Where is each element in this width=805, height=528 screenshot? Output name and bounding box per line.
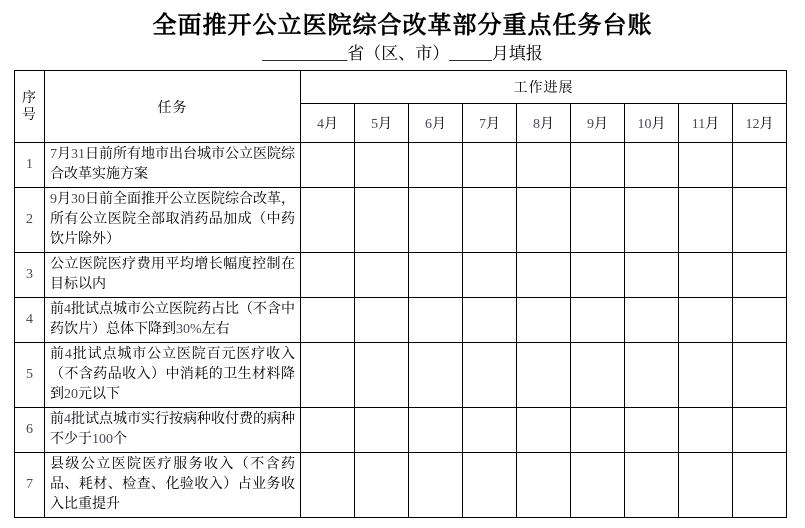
progress-cell — [409, 298, 463, 343]
progress-cell — [409, 453, 463, 518]
header-month-jun: 6月 — [409, 104, 463, 143]
progress-cell — [517, 343, 571, 408]
progress-cell — [625, 408, 679, 453]
progress-cell — [733, 253, 787, 298]
progress-cell — [463, 143, 517, 188]
progress-cell — [679, 453, 733, 518]
row-number: 5 — [15, 343, 45, 408]
row-number: 1 — [15, 143, 45, 188]
header-month-sep: 9月 — [571, 104, 625, 143]
header-serial: 序号 — [15, 71, 45, 143]
progress-cell — [733, 453, 787, 518]
table-row-7 — [15, 453, 787, 518]
progress-cell — [463, 188, 517, 253]
header-month-nov: 11月 — [679, 104, 733, 143]
progress-cell — [571, 143, 625, 188]
task-ledger-table — [14, 70, 787, 518]
progress-cell — [571, 408, 625, 453]
progress-cell — [409, 343, 463, 408]
progress-cell — [625, 188, 679, 253]
progress-cell — [733, 188, 787, 253]
progress-cell — [463, 298, 517, 343]
progress-cell — [409, 253, 463, 298]
progress-cell — [517, 298, 571, 343]
task-text: 县级公立医院医疗服务收入（不含药品、耗材、检查、化验收入）占业务收入比重提升 — [45, 453, 301, 518]
progress-cell — [409, 143, 463, 188]
progress-cell — [355, 408, 409, 453]
table-row-4 — [15, 298, 787, 343]
progress-cell — [571, 253, 625, 298]
progress-cell — [301, 343, 355, 408]
table-row-1 — [15, 143, 787, 188]
header-row-top — [15, 71, 787, 104]
row-number: 3 — [15, 253, 45, 298]
header-month-aug: 8月 — [517, 104, 571, 143]
row-number: 4 — [15, 298, 45, 343]
progress-cell — [301, 298, 355, 343]
progress-cell — [679, 298, 733, 343]
progress-cell — [733, 408, 787, 453]
progress-cell — [625, 143, 679, 188]
progress-cell — [355, 453, 409, 518]
document-subtitle: __________省（区、市）_____月填报 — [262, 44, 543, 63]
progress-cell — [301, 188, 355, 253]
progress-cell — [733, 143, 787, 188]
progress-cell — [517, 453, 571, 518]
progress-cell — [571, 298, 625, 343]
progress-cell — [571, 188, 625, 253]
progress-cell — [355, 298, 409, 343]
progress-cell — [409, 408, 463, 453]
progress-cell — [409, 188, 463, 253]
progress-cell — [679, 143, 733, 188]
progress-cell — [679, 188, 733, 253]
progress-cell — [517, 143, 571, 188]
header-month-may: 5月 — [355, 104, 409, 143]
task-text: 公立医院医疗费用平均增长幅度控制在目标以内 — [45, 253, 301, 298]
progress-cell — [463, 253, 517, 298]
progress-cell — [355, 143, 409, 188]
progress-cell — [625, 453, 679, 518]
header-month-jul: 7月 — [463, 104, 517, 143]
table-row-5 — [15, 343, 787, 408]
progress-cell — [517, 408, 571, 453]
progress-cell — [301, 253, 355, 298]
header-task: 任务 — [45, 71, 301, 143]
task-text: 7月31日前所有地市出台城市公立医院综合改革实施方案 — [45, 143, 301, 188]
table-row-2 — [15, 188, 787, 253]
progress-cell — [625, 298, 679, 343]
progress-cell — [679, 343, 733, 408]
progress-cell — [679, 408, 733, 453]
progress-cell — [355, 343, 409, 408]
progress-cell — [301, 143, 355, 188]
progress-cell — [463, 343, 517, 408]
progress-cell — [571, 343, 625, 408]
header-progress: 工作进展 — [301, 71, 787, 104]
progress-cell — [301, 408, 355, 453]
progress-cell — [463, 453, 517, 518]
progress-cell — [301, 453, 355, 518]
progress-cell — [733, 343, 787, 408]
header-month-oct: 10月 — [625, 104, 679, 143]
table-row-6 — [15, 408, 787, 453]
progress-cell — [679, 253, 733, 298]
progress-cell — [355, 253, 409, 298]
progress-cell — [517, 253, 571, 298]
task-text: 前4批试点城市公立医院百元医疗收入（不含药品收入）中消耗的卫生材料降到20元以下 — [45, 343, 301, 408]
progress-cell — [517, 188, 571, 253]
progress-cell — [625, 343, 679, 408]
header-month-apr: 4月 — [301, 104, 355, 143]
document-title: 全面推开公立医院综合改革部分重点任务台账 — [152, 13, 653, 39]
header-month-dec: 12月 — [733, 104, 787, 143]
row-number: 7 — [15, 453, 45, 518]
progress-cell — [625, 253, 679, 298]
task-text: 9月30日前全面推开公立医院综合改革，所有公立医院全部取消药品加成（中药饮片除外） — [45, 188, 301, 253]
task-text: 前4批试点城市实行按病种收付费的病种不少于100个 — [45, 408, 301, 453]
progress-cell — [733, 298, 787, 343]
progress-cell — [571, 453, 625, 518]
row-number: 2 — [15, 188, 45, 253]
progress-cell — [355, 188, 409, 253]
progress-cell — [463, 408, 517, 453]
row-number: 6 — [15, 408, 45, 453]
table-row-3 — [15, 253, 787, 298]
task-text: 前4批试点城市公立医院药占比（不含中药饮片）总体下降到30%左右 — [45, 298, 301, 343]
